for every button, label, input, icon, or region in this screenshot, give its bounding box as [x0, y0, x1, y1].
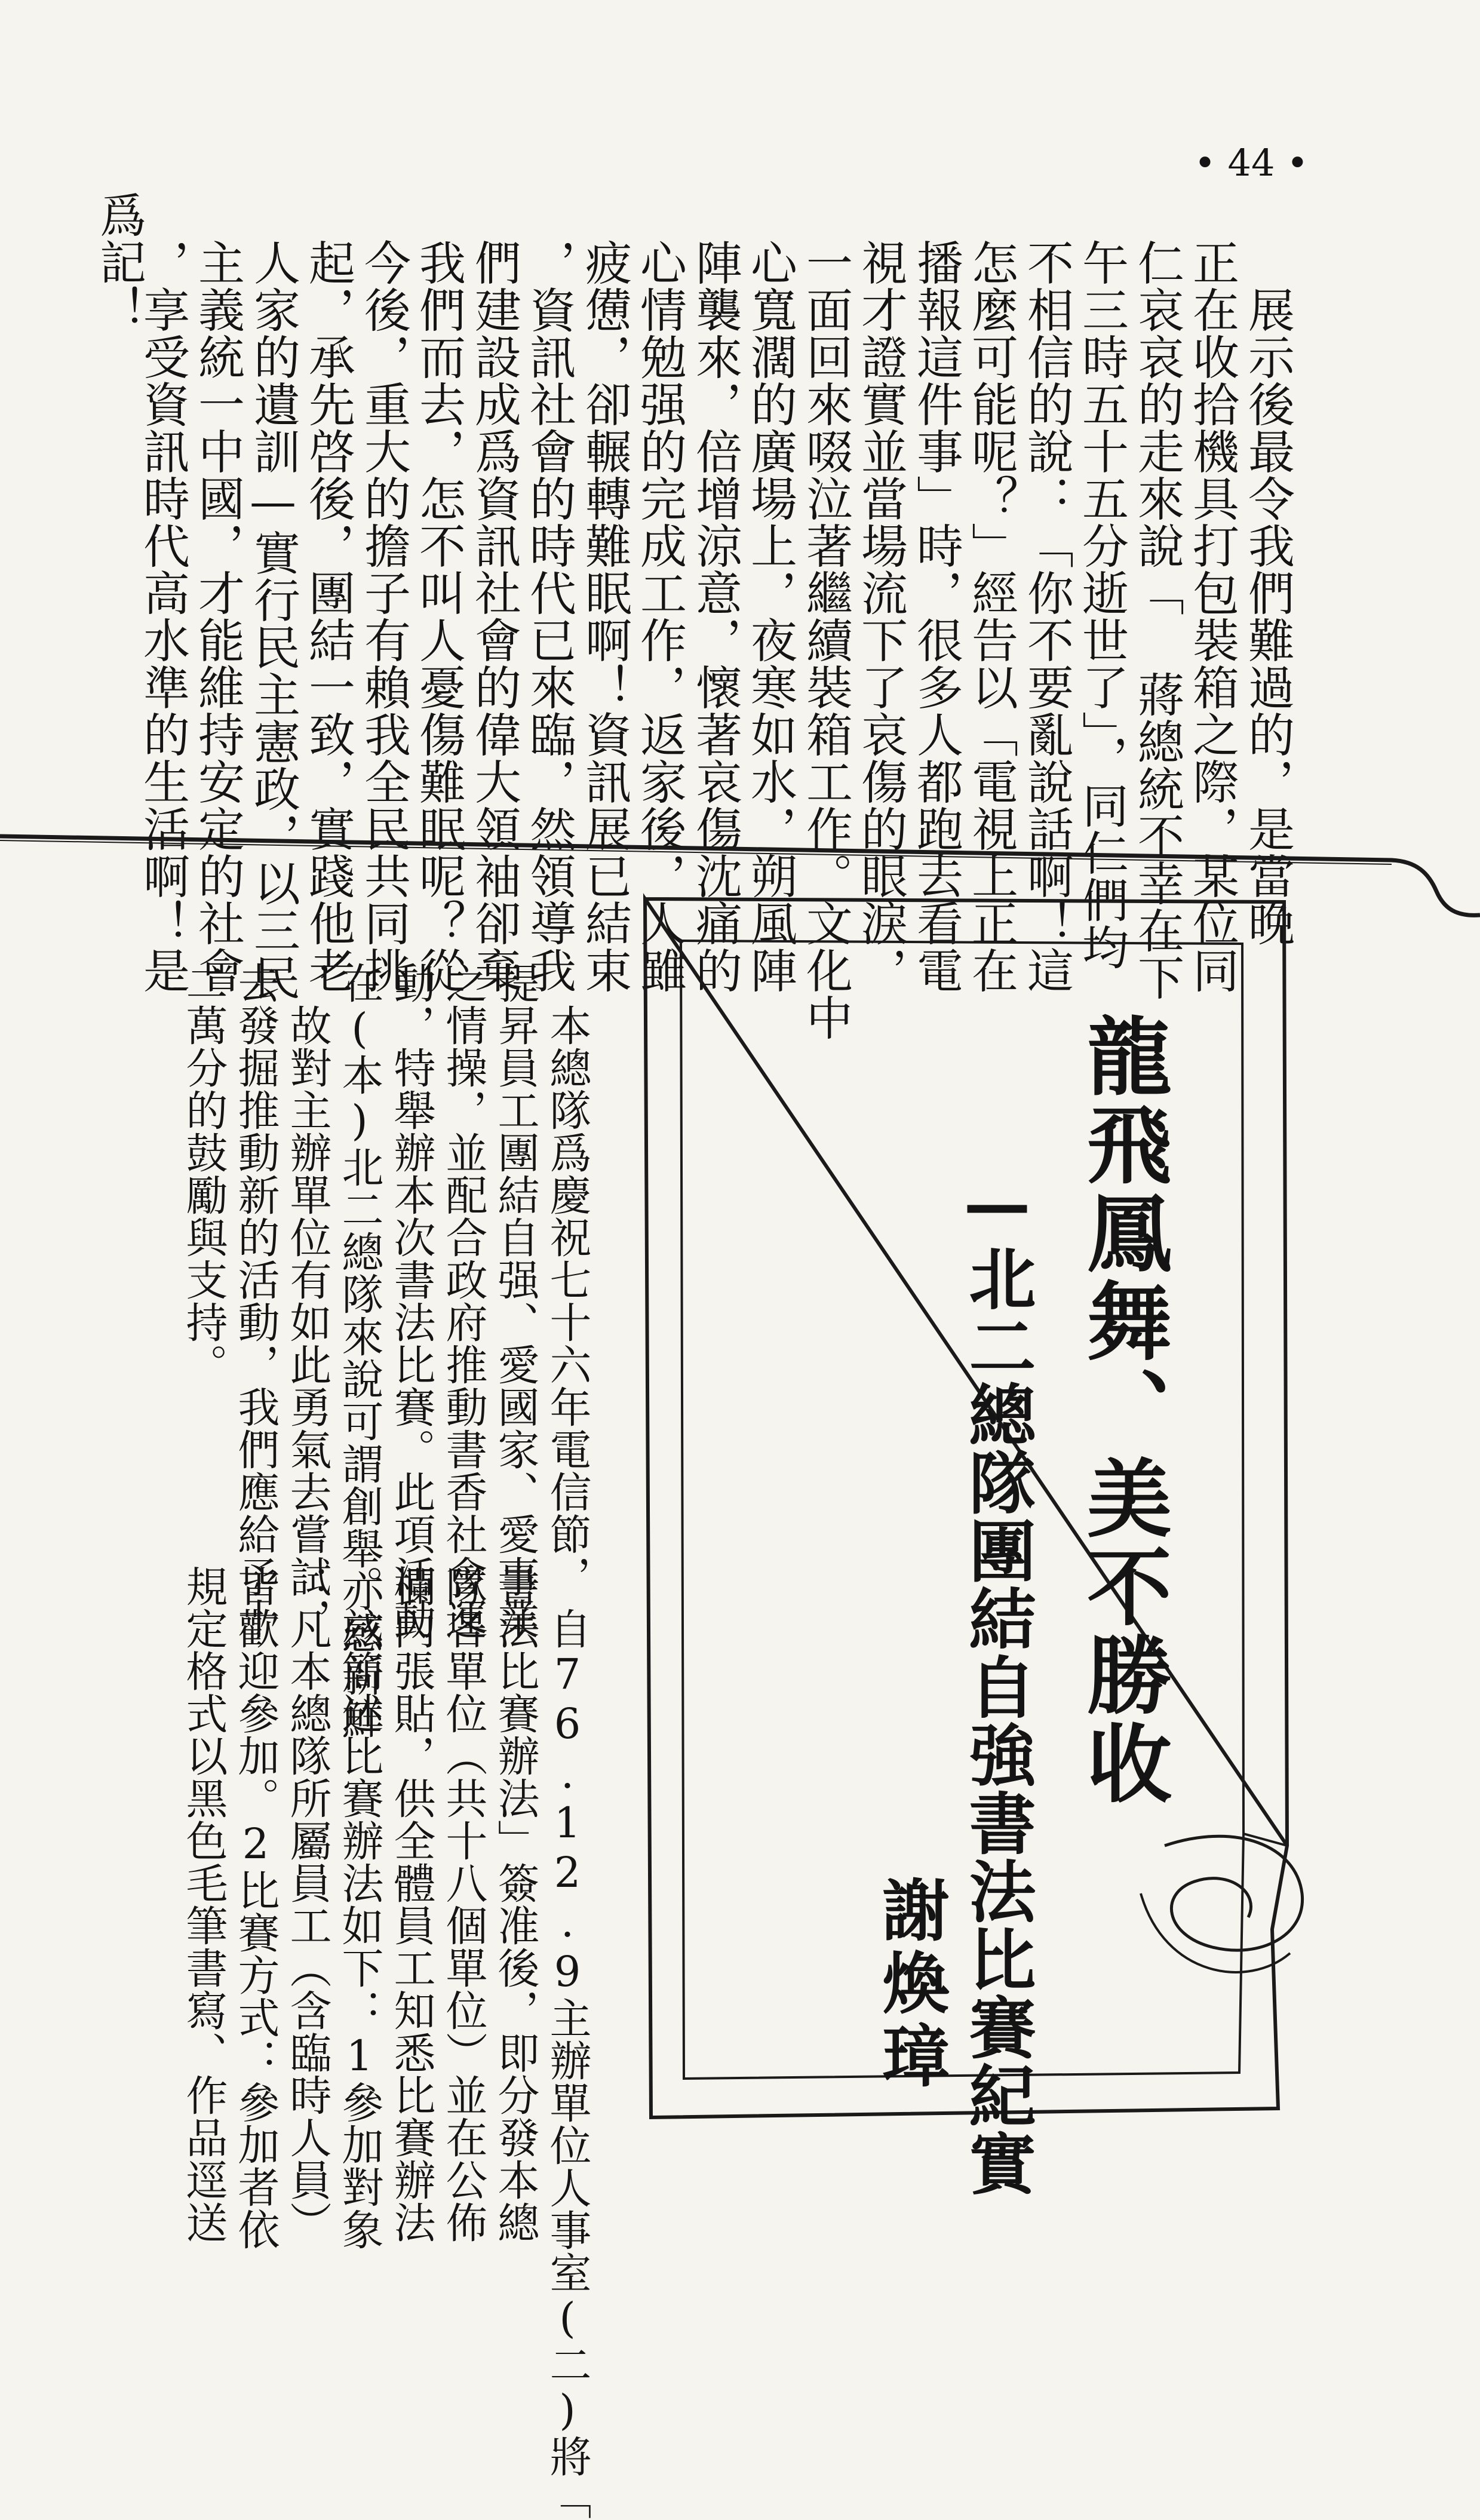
top-column-11: 陣襲來，倍增涼意，懷著哀傷沈痛的 [688, 239, 742, 994]
top-column-2: 正在收拾機具打包裝箱之際，某位同 [1185, 239, 1239, 994]
top-column-5: 不相信的說：「你不要亂說話啊！這 [1020, 239, 1073, 994]
top-column-16: 我們而去，怎不叫人憂傷難眠呢？從 [412, 239, 465, 994]
top-column-1: 展示後最令我們難過的，是當晚 [1241, 239, 1294, 947]
top-column-17: 今後，重大的擔子有賴我全民共同挑 [357, 239, 410, 994]
bottom-column-8: 二萬分的鼓勵與支持。 [179, 962, 228, 1386]
article-author: 謝煥璋 [871, 1876, 950, 2094]
article-subtitle: —北二總隊團結自強書法比賽紀實 [958, 1165, 1036, 2197]
top-column-20: 主義統一中國，才能維持安定的社會 [191, 239, 244, 994]
bottom-column-6: ，故對主辦單位有如此勇氣去嘗試， [283, 962, 332, 1640]
bottom-column-5: 在(本)北二總隊來說可謂創舉亦感新鮮 [335, 962, 384, 1739]
top-column-14: ，資訊社會的時代已來臨，然領導我 [522, 239, 576, 994]
top-column-13: 疲憊，卻輾轉難眠啊！資訊展已結束 [578, 239, 631, 994]
top-column-6: 怎麼可能呢？」經告以「電視上正在 [964, 239, 1018, 994]
top-column-21: ，享受資訊時代高水準的生活啊！是 [136, 239, 189, 994]
top-column-15: 們建設成爲資訊社會的偉大領袖卻棄 [467, 239, 521, 994]
bottom-column-11: 隊各單位（共十八個單位）並在公佈 [439, 1565, 488, 2243]
bottom-column-2: 提昇員工團結自强、愛國家、愛事業 [491, 962, 540, 1640]
page-number: • 44 • [1194, 141, 1309, 185]
bottom-column-1: 本總隊爲慶祝七十六年電信節， [543, 962, 592, 1598]
bottom-column-10: 書法比賽辦法」簽准後，即分發本總 [491, 1565, 540, 2243]
top-column-4: 午三時五十五分逝世了」，同仁們均 [1074, 239, 1128, 971]
top-column-7: 播報這件事」時，很多人都跑去看電 [909, 239, 963, 994]
top-column-19: 人家的遺訓—實行民主憲政，以三民 [246, 239, 300, 1001]
top-column-3: 仁哀哀的走來說「 蔣總統不幸在下 [1130, 239, 1184, 1001]
top-column-9: 一面回來啜泣著繼續裝箱工作。文化中 [799, 239, 852, 1041]
bottom-column-15: 皆歡迎參加。2比賽方式：參加者依 [231, 1565, 280, 2251]
top-column-12: 心情勉强的完成工作，返家後，人雖 [632, 239, 686, 994]
bottom-column-14: ：凡本總隊所屬員工（含臨時人員） [283, 1565, 332, 2243]
bottom-column-3: 之情操，並配合政府推動書香社會運 [439, 962, 488, 1640]
title-box [639, 890, 1314, 2197]
article-title: 龍飛鳳舞、美不勝收 [1073, 1012, 1172, 1808]
bottom-column-9: 自76.12.9主辦單位人事室(二)將「 [543, 1565, 592, 2520]
bottom-column-12: 欄內張貼，供全體員工知悉比賽辦法 [387, 1565, 436, 2243]
bottom-column-13: 。玆簡述比賽辦法如下：1參加對象 [335, 1565, 384, 2251]
top-column-10: 心寬濶的廣場上，夜寒如水，朔風陣 [743, 239, 797, 994]
bottom-column-4: 動，特舉辦本次書法比賽。此項活動 [387, 962, 436, 1640]
top-column-22: 爲記！ [92, 191, 146, 333]
top-column-8: 視才證實並當場流下了哀傷的眼淚， [853, 239, 907, 994]
bottom-column-16: 規定格式以黑色毛筆書寫、作品逕送 [179, 1565, 228, 2243]
bottom-column-7: 去發掘推動新的活動，我們應給予十 [231, 962, 280, 1640]
top-column-18: 起，承先啓後，團結一致，實踐他老 [301, 239, 355, 994]
